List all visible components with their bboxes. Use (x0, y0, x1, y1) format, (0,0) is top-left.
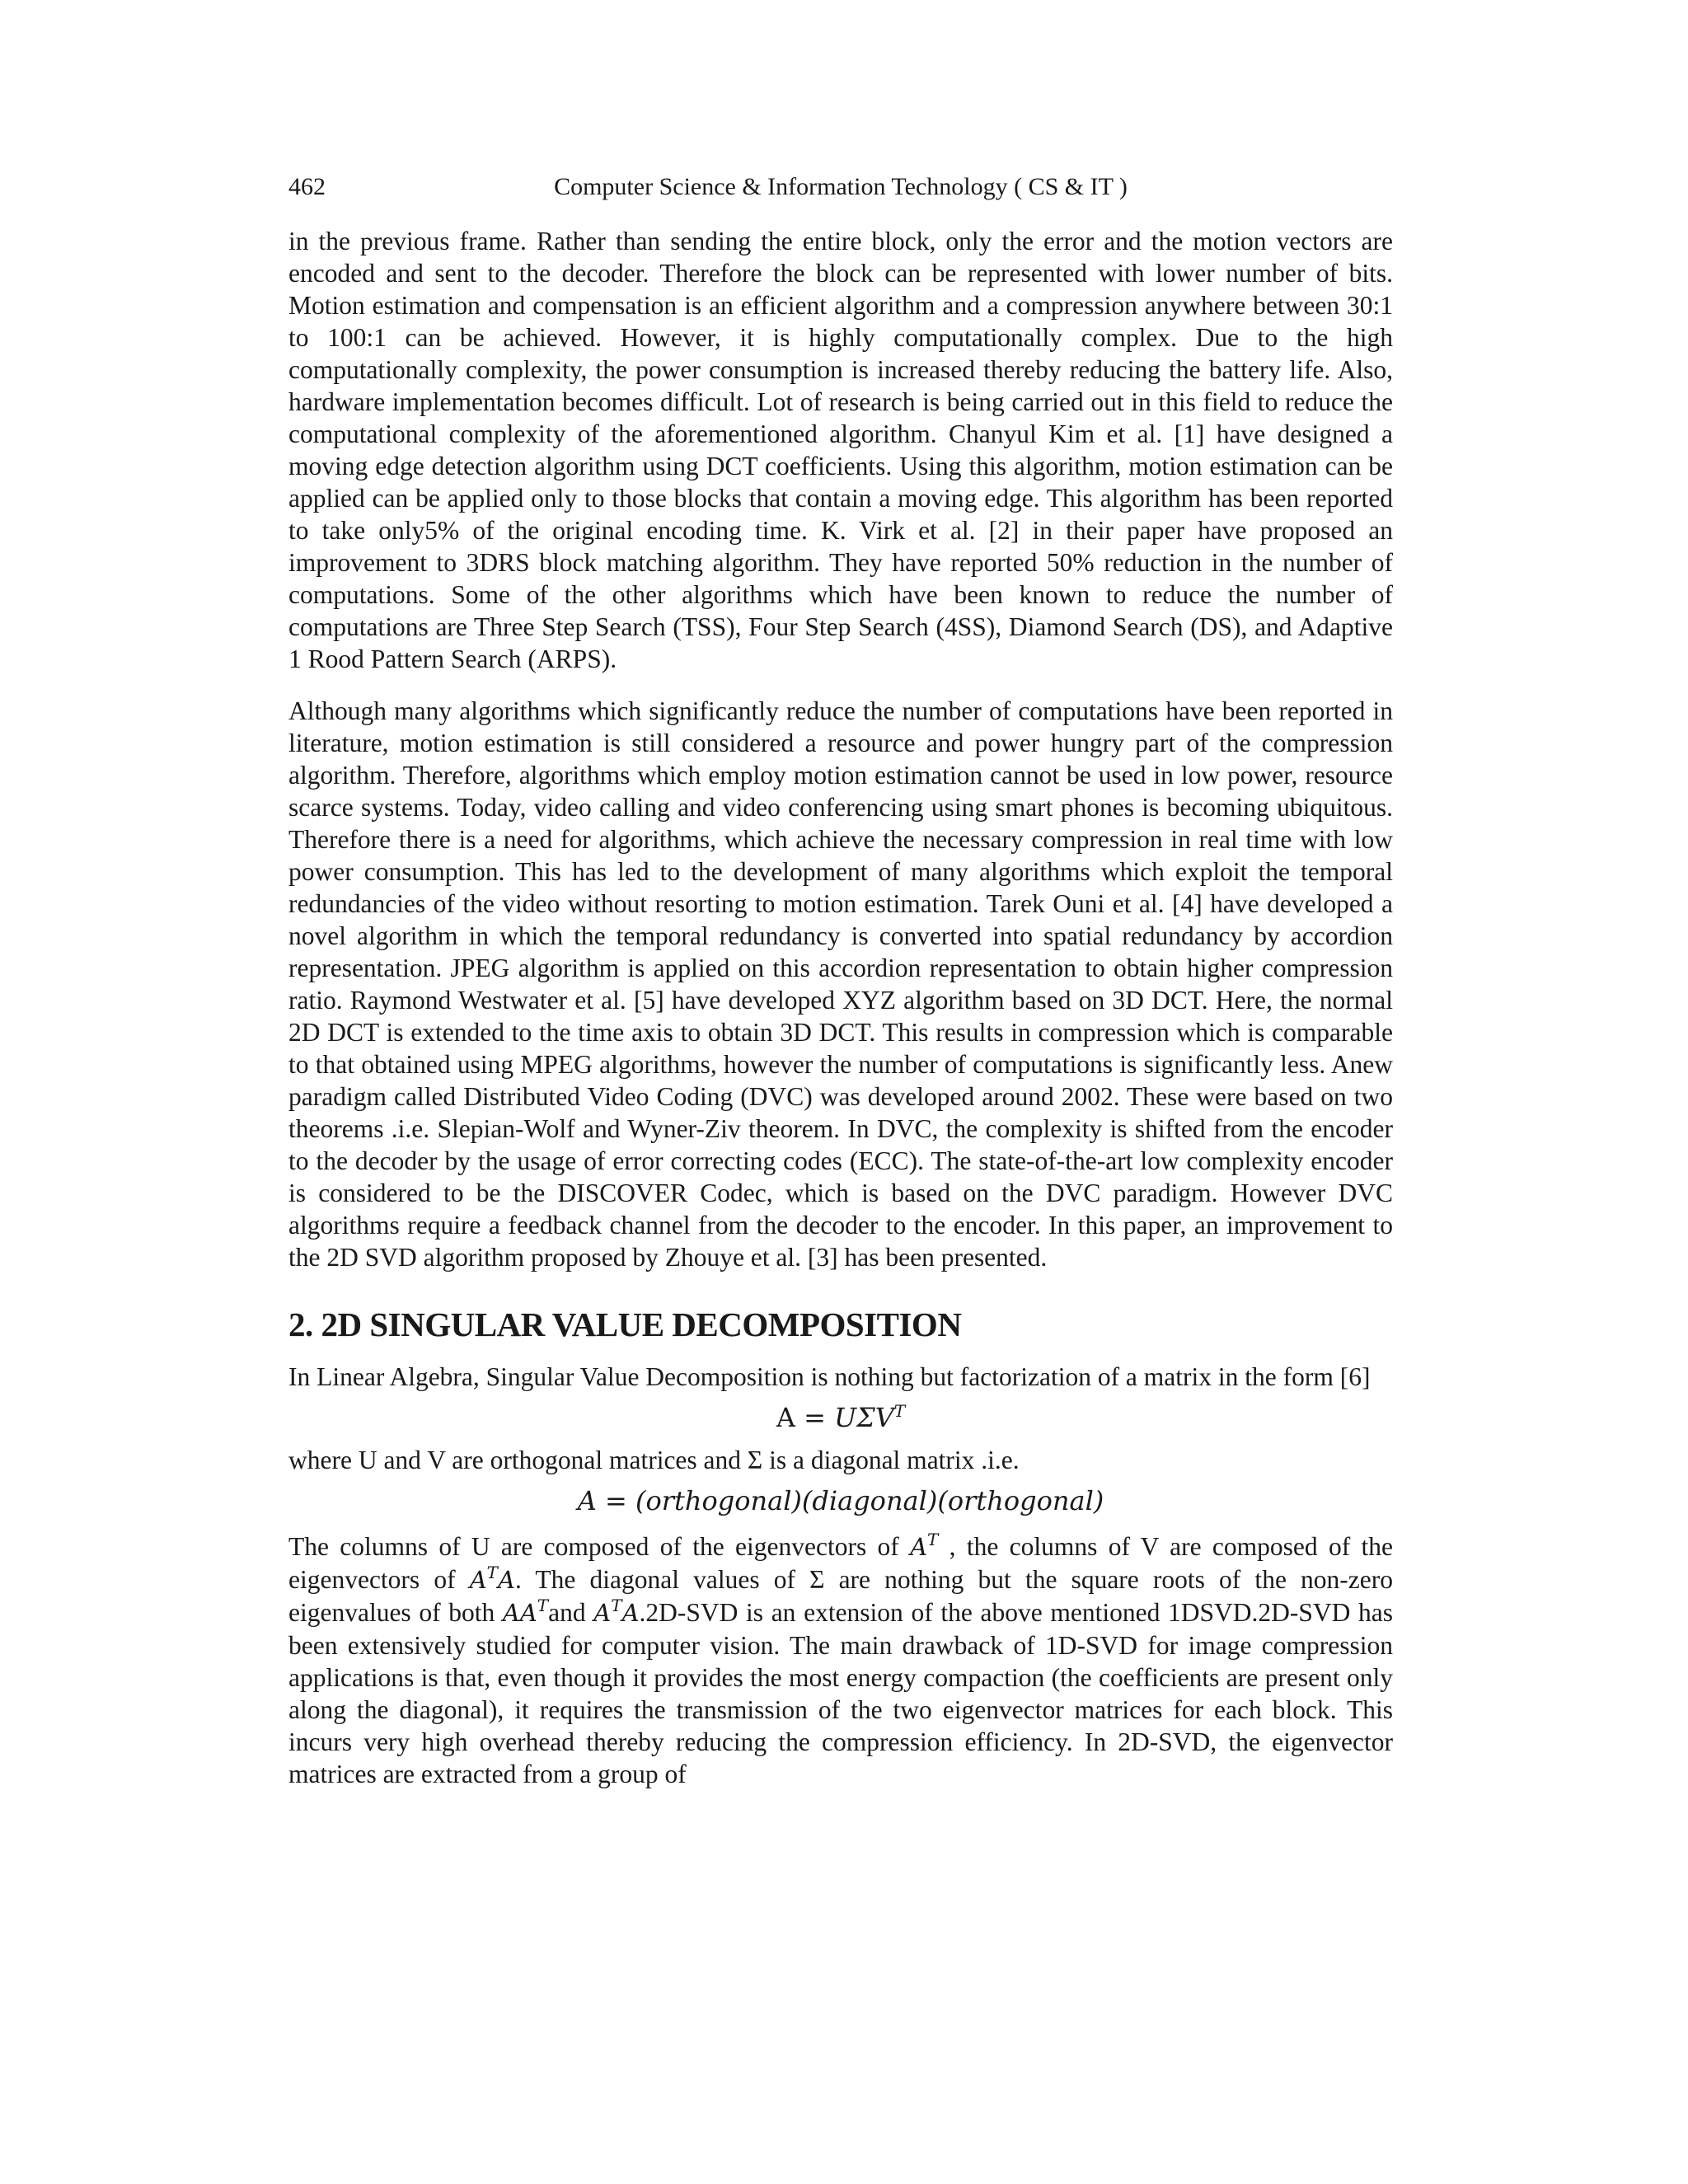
math-transpose-sup: T (611, 1596, 622, 1615)
math-at-a-2 (593, 1596, 640, 1627)
equation-svd (288, 1399, 1393, 1436)
eigen-text-3: . The diagonal values of Σ are nothing but the square roots of the non-zero eigenvalues of both (288, 1565, 1394, 1627)
math-a-tail: A (621, 1599, 640, 1627)
equation-svd-transpose: T (893, 1401, 906, 1421)
equation-svd-lhs: A = (776, 1402, 835, 1433)
eigen-text-4: and (548, 1598, 594, 1627)
math-a: A (469, 1566, 487, 1594)
eigen-text-5: .2D-SVD is an extension of the above mentioned 1DSVD.2D-SVD has been extensively studied for computer vision. The main drawback of 1D-SVD for image compression applications is that, even though it provides the most energy compaction (the coefficients are present only along the diagonal), it requires the transmission of the two eigenvector matrices for each block. This incurs very high overhead thereby reducing the compression efficiency. In 2D-SVD, the eigenvector matrices are extracted from a group of (288, 1598, 1393, 1788)
section-intro: In Linear Algebra, Singular Value Decomposition is nothing but factorization of a matrix in the form [6] (288, 1362, 1371, 1391)
equation-svd-rhs: UΣV (834, 1402, 894, 1433)
math-transpose-sup: T (927, 1530, 939, 1549)
page-header (288, 169, 1393, 205)
math-transpose-sup: T (486, 1563, 498, 1582)
section-heading: 2. 2D SINGULAR VALUE DECOMPOSITION (288, 1305, 962, 1343)
math-aa: AA (502, 1599, 537, 1627)
math-a-at (502, 1596, 549, 1627)
paper-page (288, 169, 1393, 1810)
math-a: A (910, 1533, 928, 1561)
where-line: where U and V are orthogonal matrices and Σ is a diagonal matrix .i.e. (288, 1446, 1020, 1474)
paragraph-motion-estimation: in the previous frame. Rather than sending the entire block, only the error and the motion vectors are encoded and sent to the decoder. Therefore the block can be represented with lower number of bits. Motion estimation and compensation is an efficient algorithm and a compression anywhere between 30:1 to 100:1 can be achieved. However, it is highly computationally complex. Due to the high computationally complexity, the power consumption is increased thereby reducing the battery life. Also, hardware implementation becomes difficult. Lot of research is being carried out in this field to reduce the computational complexity of the aforementioned algorithm. Chanyul Kim et al. [1] have designed a moving edge detection algorithm using DCT coefficients. Using this algorithm, motion estimation can be applied can be applied only to those blocks that contain a moving edge. This algorithm has been reported to take only5% of the original encoding time. K. Virk et al. [2] in their paper have proposed an improvement to 3DRS block matching algorithm. They have reported 50% reduction in the number of computations. Some of the other algorithms which have been known to reduce the number of computations are Three Step Search (TSS), Four Step Search (4SS), Diamond Search (DS), and Adaptive 1 Rood Pattern Search (ARPS). (288, 227, 1393, 673)
equation-orthogonal-diagonal: A = (orthogonal)(diagonal)(orthogonal) (577, 1485, 1104, 1516)
paragraph-low-complexity-algorithms: Although many algorithms which significantly reduce the number of computations have been reported in literature, motion estimation is still considered a resource and power hungry part of the compression algorithm. Therefore, algorithms which employ motion estimation cannot be used in low power, resource scarce systems. Today, video calling and video conferencing using smart phones is becoming ubiquitous. Therefore there is a need for algorithms, which achieve the necessary compression in real time with low power consumption. This has led to the development of many algorithms which exploit the temporal redundancies of the video without resorting to motion estimation. Tarek Ouni et al. [4] have developed a novel algorithm in which the temporal redundancy is converted into spatial redundancy by accordion representation. JPEG algorithm is applied on this accordion representation to obtain higher compression ratio. Raymond Westwater et al. [5] have developed XYZ algorithm based on 3D DCT. Here, the normal 2D DCT is extended to the time axis to obtain 3D DCT. This results in compression which is comparable to that obtained using MPEG algorithms, however the number of computations is significantly less. Anew paradigm called Distributed Video Coding (DVC) was developed around 2002. These were based on two theorems .i.e. Slepian-Wolf and Wyner-Ziv theorem. In DVC, the complexity is shifted from the encoder to the decoder by the usage of error correcting codes (ECC). The state-of-the-art low complexity encoder is considered to be the DISCOVER Codec, which is based on the DVC paradigm. However DVC algorithms require a feedback channel from the decoder to the encoder. In this paper, an improvement to the 2D SVD algorithm proposed by Zhouye et al. [3] has been presented. (288, 696, 1393, 1272)
math-at-a (469, 1563, 515, 1594)
running-title: Computer Science & Information Technology ( CS & IT ) (554, 173, 1128, 200)
math-a-tail: A (498, 1566, 515, 1594)
eigen-text-1: The columns of U are composed of the eigenvectors of (288, 1532, 911, 1561)
eigen-text-2: , the columns of V are composed of the eigenvectors of (288, 1532, 1393, 1594)
page-number: 462 (288, 173, 326, 200)
paragraph-eigenvectors (288, 1530, 1393, 1790)
math-a: A (593, 1599, 612, 1627)
math-transpose-sup: T (537, 1596, 549, 1615)
math-a-transpose (910, 1530, 939, 1561)
